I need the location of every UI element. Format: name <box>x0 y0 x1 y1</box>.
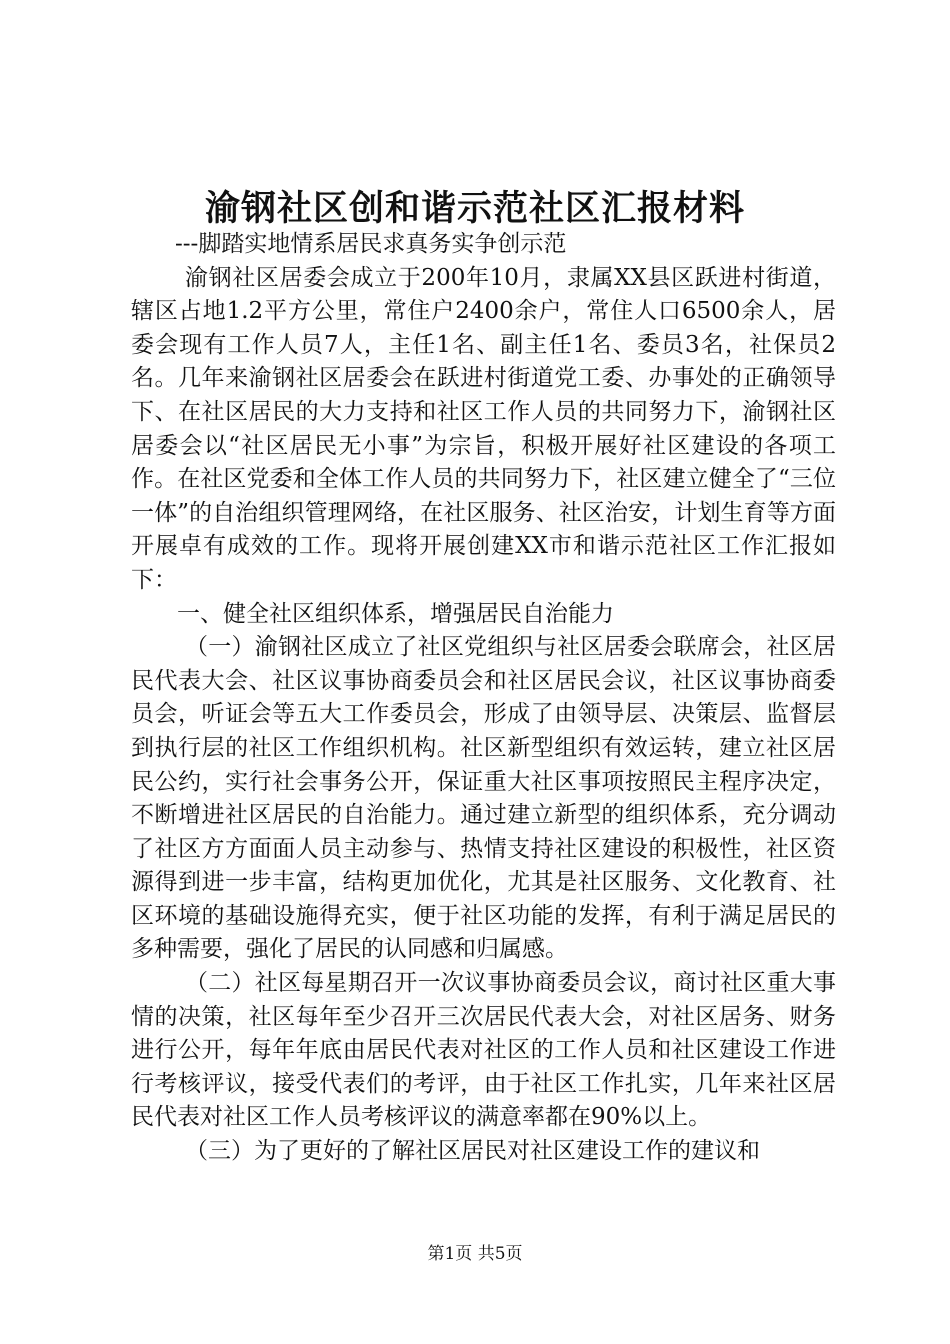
paragraph-item-1: （一）渝钢社区成立了社区党组织与社区居委会联席会，社区居民代表大会、社区议事协商委员会和社区居民会议，社区议事协商委员会，听证会等五大工作委员会，形成了由领导层、决策层、监督层到执行层的社区工作组织机构。社区新型组织有效运转，建立社区居民公约，实行社会事务公开，保证重大社区事项按照民主程序决定，不断增进社区居民的自治能力。通过建立新型的组织体系，充分调动了社区方方面面人员主动参与、热情支持社区建设的积极性，社区资源得到进一步丰富，结构更加优化，尤其是社区服务、文化教育、社区环境的基础设施得充实，便于社区功能的发挥，有利于满足居民的多种需要，强化了居民的认同感和归属感。 <box>131 634 836 963</box>
paragraph-intro: 渝钢社区居委会成立于200年10月，隶属XX县区跃进村街道，辖区占地1.2平方公里，常住户2400余户，常住人口6500余人，居委会现有工作人员7人，主任1名、副主任1名、委员3名，社保员2名。几年来渝钢社区居委会在跃进村街道党工委、办事处的正确领导下、在社区居民的大力支持和社区工作人员的共同努力下，渝钢社区居委会以“社区居民无小事”为宗旨，积极开展好社区建设的各项工作。在社区党委和全体工作人员的共同努力下，社区建立健全了“三位一体”的自治组织管理网络，在社区服务、社区治安，计划生育等方面开展卓有成效的工作。现将开展创建XX市和谐示范社区工作汇报如下： <box>131 264 836 593</box>
paragraph-item-2: （二）社区每星期召开一次议事协商委员会议，商讨社区重大事情的决策，社区每年至少召开三次居民代表大会，对社区居务、财务进行公开，每年年底由居民代表对社区的工作人员和社区建设工作进行考核评议，接受代表们的考评，由于社区工作扎实，几年来社区居民代表对社区工作人员考核评议的满意率都在90%以上。 <box>131 970 836 1131</box>
document-body <box>131 228 836 1169</box>
page-number: 第1页 共5页 <box>427 1244 523 1264</box>
document-subtitle: ---脚踏实地情系居民求真务实争创示范 <box>175 231 567 257</box>
paragraph-item-3: （三）为了更好的了解社区居民对社区建设工作的建议和 <box>185 1138 760 1165</box>
section-heading-1: 一、健全社区组织体系，增强居民自治能力 <box>177 600 614 627</box>
document-title: 渝钢社区创和谐示范社区汇报材料 <box>204 188 745 229</box>
